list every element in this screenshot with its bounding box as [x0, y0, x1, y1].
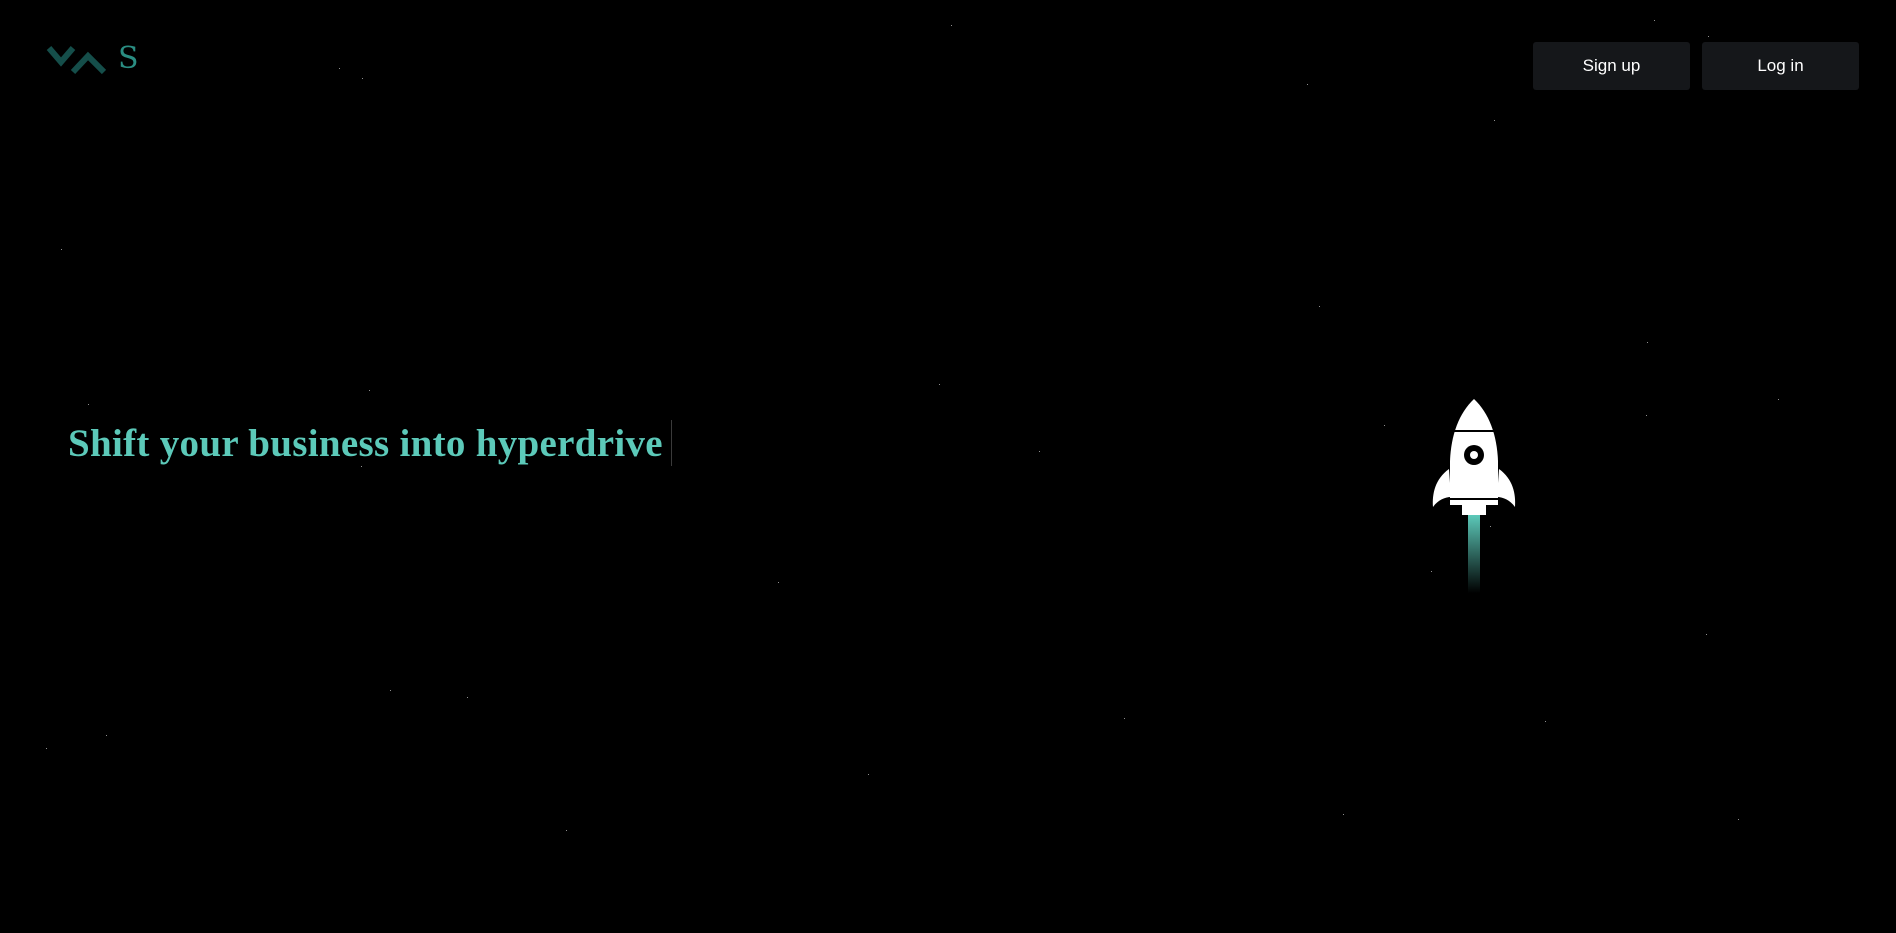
- header-nav: [1533, 42, 1859, 90]
- rocket-icon: [1429, 397, 1519, 593]
- brand-logo[interactable]: [46, 42, 142, 84]
- logo-chevron-mark: [46, 42, 116, 82]
- logo-letter: S: [118, 41, 139, 76]
- hero-headline: Shift your business into hyperdrive: [68, 421, 663, 465]
- rocket-left-fin: [1433, 469, 1451, 507]
- rocket-exhaust: [1468, 515, 1480, 593]
- typing-cursor: [671, 420, 672, 466]
- rocket-right-fin: [1497, 469, 1515, 507]
- signup-button[interactable]: Sign up: [1533, 42, 1690, 90]
- rocket-nozzle: [1462, 505, 1486, 515]
- hero-section: [68, 420, 672, 466]
- login-button[interactable]: Log in: [1702, 42, 1859, 90]
